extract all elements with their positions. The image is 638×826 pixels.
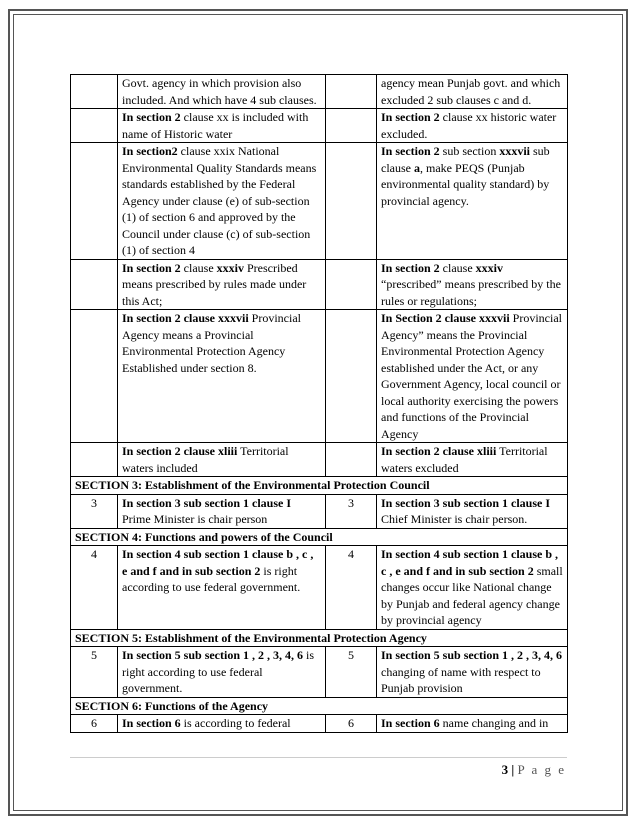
clause-text: , make PEQS (Punjab environmental quality standard) by provincial agency.	[381, 160, 550, 208]
clause-reference: xxxvii	[499, 144, 531, 158]
federal-cell	[118, 310, 326, 443]
table-row	[71, 75, 568, 109]
clause-reference: In section 2 clause xxxvii	[122, 311, 249, 325]
clause-text: Chief Minister is chair person.	[381, 512, 528, 526]
punjab-cell	[377, 443, 568, 477]
section-number: 4	[71, 546, 118, 630]
section-number: 5	[71, 647, 118, 698]
table-row	[71, 494, 568, 528]
federal-cell	[118, 443, 326, 477]
section-number: 4	[326, 546, 377, 630]
section-number: 3	[326, 494, 377, 528]
federal-cell	[118, 75, 326, 109]
section-heading-row	[71, 697, 568, 715]
clause-reference: In Section 2 clause xxxvii	[381, 311, 510, 325]
clause-text: is according to federal	[180, 716, 291, 730]
table-row	[71, 259, 568, 310]
clause-reference: In section 6	[122, 716, 181, 730]
clause-text: name changing and in	[439, 716, 549, 730]
footer-separator: |	[508, 762, 518, 777]
clause-reference: a	[413, 160, 420, 175]
clause-text: Territorial waters excluded	[381, 444, 548, 475]
punjab-cell	[377, 546, 568, 630]
section-6-heading: SECTION 6: Functions of the Agency	[71, 697, 568, 715]
clause-reference: In section 2	[122, 260, 181, 275]
section-heading-row	[71, 528, 568, 546]
footer-divider	[70, 757, 567, 758]
clause-text: clause xx historic water excluded.	[381, 110, 557, 141]
clause-reference: In section 2 clause xliii	[381, 444, 497, 458]
clause-reference: xxxiv	[216, 260, 244, 275]
page-number: 3	[501, 762, 509, 777]
punjab-cell	[377, 143, 568, 260]
page-word: P a g e	[517, 762, 566, 777]
clause-reference: In section 2 clause xliii	[122, 444, 238, 458]
clause-text: clause	[439, 260, 476, 275]
clause-text: is right according to use federal government.	[122, 648, 315, 695]
table-row	[71, 647, 568, 698]
section-heading-row	[71, 629, 568, 647]
punjab-cell	[377, 75, 568, 109]
clause-reference: In section 5 sub section 1 , 2 , 3, 4, 6	[381, 648, 563, 662]
federal-cell	[118, 143, 326, 260]
clause-text: Provincial Agency means a Provincial Environmental Protection Agency Established under section 8.	[122, 311, 301, 375]
clause-reference: In section 6	[381, 716, 440, 730]
section-4-heading: SECTION 4: Functions and powers of the Council	[71, 528, 568, 546]
clause-text: changing of name with respect to Punjab provision	[381, 664, 541, 695]
clause-text: “prescribed” means prescribed by the rules or regulations;	[381, 277, 561, 308]
comparison-table	[70, 74, 568, 733]
federal-cell	[118, 259, 326, 310]
federal-cell	[118, 494, 326, 528]
clause-reference: In section 2	[381, 260, 440, 275]
table-row	[71, 715, 568, 733]
section-number: 6	[326, 715, 377, 733]
federal-cell	[118, 109, 326, 143]
clause-text: Prime Minister is chair person	[122, 512, 268, 526]
clause-text: Govt. agency in which provision also included. And which have 4 sub clauses.	[122, 76, 317, 107]
clause-text: clause xx is included with name of Historic water	[122, 110, 309, 141]
clause-text: Prescribed means prescribed by rules made under this Act;	[122, 260, 307, 308]
clause-reference: In section 3 sub section 1 clause I	[381, 495, 551, 510]
clause-reference: xxxiv	[475, 260, 503, 275]
clause-text: is right according to use federal government.	[122, 563, 301, 594]
clause-reference: In section 3 sub section 1 clause I	[122, 495, 292, 510]
clause-text: Territorial waters included	[122, 444, 289, 475]
clause-reference: In section 2	[381, 144, 440, 158]
section-number: 3	[71, 494, 118, 528]
clause-text: sub clause	[381, 144, 550, 175]
table-row	[71, 143, 568, 260]
clause-reference: In section 5 sub section 1 , 2 , 3, 4, 6	[122, 648, 304, 662]
punjab-cell	[377, 109, 568, 143]
punjab-cell	[377, 310, 568, 443]
clause-reference: In section 4 sub section 1 clause b , c , e and f and in sub section 2	[122, 547, 314, 578]
section-3-heading: SECTION 3: Establishment of the Environmental Protection Council	[71, 477, 568, 495]
federal-cell	[118, 647, 326, 698]
table-row	[71, 109, 568, 143]
clause-text: clause xxix National Environmental Quality Standards means standards established by the Federal Agency under clause (e) of sub-section (1) of section 6 and approved by the Council under clause (c) of sub-section (1) of section 4	[122, 144, 317, 257]
federal-cell	[118, 715, 326, 733]
section-5-heading: SECTION 5: Establishment of the Environmental Protection Agency	[71, 629, 568, 647]
table-row	[71, 310, 568, 443]
punjab-cell	[377, 259, 568, 310]
section-number: 6	[71, 715, 118, 733]
table-row	[71, 443, 568, 477]
clause-text: Provincial Agency” means the Provincial Environmental Protection Agency established under the Act, or any Government Agency, local council or local authority exercising the powers and functions of the Provincial Agency	[381, 311, 562, 441]
clause-reference: In section2	[122, 144, 178, 158]
clause-reference: In section 2	[381, 110, 440, 124]
clause-text: sub section	[439, 144, 500, 158]
clause-text: clause	[180, 260, 217, 275]
punjab-cell	[377, 715, 568, 733]
clause-text: agency mean Punjab govt. and which excluded 2 sub clauses c and d.	[381, 76, 561, 107]
federal-cell	[118, 546, 326, 630]
section-heading-row	[71, 477, 568, 495]
punjab-cell	[377, 494, 568, 528]
section-number: 5	[326, 647, 377, 698]
punjab-cell	[377, 647, 568, 698]
clause-text: small changes occur like National change by Punjab and federal agency change by provincial agency	[381, 563, 563, 627]
page-footer	[502, 762, 566, 778]
clause-reference: In section 2	[122, 110, 181, 124]
table-row	[71, 546, 568, 630]
clause-reference: In section 4 sub section 1 clause b , c , e and f and in sub section 2	[381, 547, 559, 578]
